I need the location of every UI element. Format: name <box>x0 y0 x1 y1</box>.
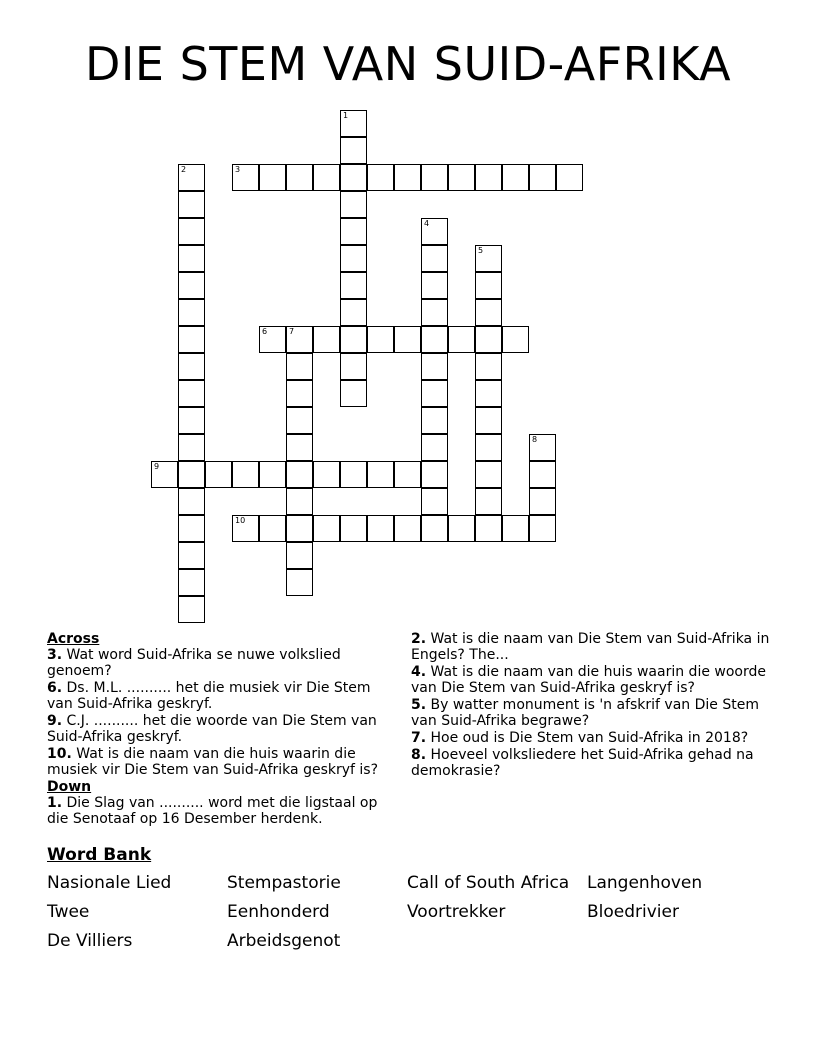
clue-number: 2. <box>411 631 427 647</box>
crossword-cell[interactable] <box>340 380 367 407</box>
crossword-cell[interactable] <box>313 515 340 542</box>
crossword-cell-number: 7 <box>289 327 295 336</box>
crossword-cell[interactable] <box>286 515 313 542</box>
crossword-cell[interactable] <box>259 326 286 353</box>
crossword-cell[interactable] <box>529 164 556 191</box>
crossword-cell[interactable] <box>178 353 205 380</box>
crossword-cell[interactable] <box>475 299 502 326</box>
crossword-cell[interactable] <box>502 326 529 353</box>
crossword-cell[interactable] <box>421 218 448 245</box>
crossword-cell[interactable] <box>340 353 367 380</box>
crossword-cell[interactable] <box>475 326 502 353</box>
crossword-cell[interactable] <box>529 434 556 461</box>
crossword-cell[interactable] <box>421 245 448 272</box>
clues-right-column <box>411 631 776 780</box>
clue-across-3 <box>47 647 397 679</box>
clue-number: 5. <box>411 697 427 713</box>
word-bank-item: Call of South Africa <box>407 873 570 893</box>
crossword-cell[interactable] <box>475 407 502 434</box>
clue-across-9 <box>47 713 397 745</box>
crossword-cell[interactable] <box>475 245 502 272</box>
word-bank-item: Bloedrivier <box>587 902 679 922</box>
crossword-cell[interactable] <box>340 515 367 542</box>
crossword-cell[interactable] <box>178 488 205 515</box>
crossword-cell-number: 10 <box>235 516 246 525</box>
crossword-cell[interactable] <box>475 461 502 488</box>
crossword-cell[interactable] <box>529 488 556 515</box>
clue-down-4 <box>411 664 776 696</box>
clue-number: 10. <box>47 746 72 762</box>
clue-number: 8. <box>411 747 427 763</box>
word-bank-item: Voortrekker <box>407 902 506 922</box>
clue-text: Hoe oud is Die Stem van Suid-Afrika in 2018? <box>430 730 749 746</box>
clue-text: Die Slag van .......... word met die ligstaal op die Senotaaf op 16 Desember herdenk. <box>47 795 378 827</box>
word-bank-title: Word Bank <box>47 845 152 865</box>
crossword-cell[interactable] <box>178 191 205 218</box>
crossword-cell[interactable] <box>502 515 529 542</box>
clue-down-2 <box>411 631 776 663</box>
crossword-cell[interactable] <box>421 488 448 515</box>
clue-down-7 <box>411 730 776 746</box>
clue-down-1 <box>47 795 397 827</box>
crossword-cell[interactable] <box>286 569 313 596</box>
crossword-cell[interactable] <box>286 542 313 569</box>
clue-down-8 <box>411 747 776 779</box>
crossword-cell-number: 4 <box>424 219 430 228</box>
crossword-cell[interactable] <box>421 407 448 434</box>
crossword-cell[interactable] <box>421 299 448 326</box>
crossword-cell[interactable] <box>286 164 313 191</box>
crossword-cell[interactable] <box>475 488 502 515</box>
crossword-cell[interactable] <box>286 326 313 353</box>
crossword-cell[interactable] <box>421 461 448 488</box>
crossword-cell[interactable] <box>475 353 502 380</box>
clue-number: 4. <box>411 664 427 680</box>
crossword-cell[interactable] <box>178 245 205 272</box>
clue-text: Wat is die naam van die huis waarin die woorde van Die Stem van Suid-Afrika geskryf is? <box>411 664 766 696</box>
crossword-cell[interactable] <box>448 326 475 353</box>
crossword-cell[interactable] <box>448 164 475 191</box>
crossword-cell-number: 9 <box>154 462 160 471</box>
clue-text: Hoeveel volksliedere het Suid-Afrika gehad na demokrasie? <box>411 747 754 779</box>
crossword-cell[interactable] <box>178 272 205 299</box>
crossword-cell-number: 6 <box>262 327 268 336</box>
crossword-cell[interactable] <box>475 272 502 299</box>
crossword-cell[interactable] <box>394 164 421 191</box>
crossword-cell[interactable] <box>421 380 448 407</box>
crossword-cell[interactable] <box>475 515 502 542</box>
crossword-cell[interactable] <box>205 461 232 488</box>
word-bank-item: De Villiers <box>47 931 133 951</box>
crossword-cell[interactable] <box>421 515 448 542</box>
crossword-cell[interactable] <box>475 434 502 461</box>
word-bank-item: Arbeidsgenot <box>227 931 341 951</box>
crossword-cell[interactable] <box>340 245 367 272</box>
crossword-cell[interactable] <box>178 380 205 407</box>
word-bank-item: Stempastorie <box>227 873 341 893</box>
crossword-cell[interactable] <box>421 353 448 380</box>
word-bank-item: Nasionale Lied <box>47 873 172 893</box>
word-bank <box>47 845 767 951</box>
crossword-cell[interactable] <box>286 353 313 380</box>
crossword-cell[interactable] <box>313 326 340 353</box>
crossword-cell[interactable] <box>178 218 205 245</box>
crossword-cell[interactable] <box>421 326 448 353</box>
crossword-cell[interactable] <box>286 461 313 488</box>
crossword-cell[interactable] <box>529 461 556 488</box>
crossword-cell[interactable] <box>475 380 502 407</box>
clue-text: Ds. M.L. .......... het die musiek vir Die Stem van Suid-Afrika geskryf. <box>47 680 371 712</box>
crossword-cell[interactable] <box>394 326 421 353</box>
crossword-cell[interactable] <box>340 137 367 164</box>
crossword-cell[interactable] <box>529 515 556 542</box>
crossword-cell[interactable] <box>340 191 367 218</box>
crossword-cell[interactable] <box>421 164 448 191</box>
crossword-cell[interactable] <box>340 218 367 245</box>
crossword-cell[interactable] <box>178 434 205 461</box>
crossword-cell[interactable] <box>232 515 259 542</box>
crossword-cell[interactable] <box>421 434 448 461</box>
crossword-cell[interactable] <box>340 164 367 191</box>
crossword-cell[interactable] <box>394 461 421 488</box>
word-bank-item: Twee <box>47 902 90 922</box>
crossword-cell[interactable] <box>151 461 178 488</box>
clue-down-5 <box>411 697 776 729</box>
crossword-cell-number: 8 <box>532 435 538 444</box>
crossword-cell-number: 1 <box>343 111 349 120</box>
crossword-cell[interactable] <box>286 434 313 461</box>
crossword-cell[interactable] <box>502 164 529 191</box>
crossword-cell[interactable] <box>178 596 205 623</box>
crossword-cell[interactable] <box>367 515 394 542</box>
crossword-cell[interactable] <box>556 164 583 191</box>
crossword-cell[interactable] <box>178 164 205 191</box>
clue-across-6 <box>47 680 397 712</box>
crossword-cell[interactable] <box>340 326 367 353</box>
clue-number: 7. <box>411 730 427 746</box>
clue-text: By watter monument is 'n afskrif van Die Stem van Suid-Afrika begrawe? <box>411 697 759 729</box>
crossword-cell[interactable] <box>178 515 205 542</box>
clues-left-column <box>47 631 397 828</box>
crossword-cell[interactable] <box>178 299 205 326</box>
crossword-cell[interactable] <box>178 542 205 569</box>
crossword-cell[interactable] <box>286 380 313 407</box>
crossword-cell[interactable] <box>286 488 313 515</box>
crossword-cell-number: 2 <box>181 165 187 174</box>
clue-text: C.J. .......... het die woorde van Die Stem van Suid-Afrika geskryf. <box>47 713 377 745</box>
word-bank-item: Eenhonderd <box>227 902 330 922</box>
clue-text: Wat word Suid-Afrika se nuwe volkslied genoem? <box>47 647 341 679</box>
clue-number: 9. <box>47 713 63 729</box>
crossword-cell[interactable] <box>367 164 394 191</box>
crossword-cell[interactable] <box>232 164 259 191</box>
clue-number: 3. <box>47 647 63 663</box>
crossword-cell[interactable] <box>367 461 394 488</box>
clue-number: 6. <box>47 680 63 696</box>
crossword-cell-number: 3 <box>235 165 241 174</box>
down-heading: Down <box>47 779 92 795</box>
crossword-cell[interactable] <box>313 461 340 488</box>
clue-number: 1. <box>47 795 63 811</box>
across-heading: Across <box>47 631 100 647</box>
crossword-cell[interactable] <box>178 461 205 488</box>
crossword-cell[interactable] <box>259 515 286 542</box>
crossword-cell[interactable] <box>448 515 475 542</box>
crossword-cell[interactable] <box>286 407 313 434</box>
crossword-cell[interactable] <box>475 164 502 191</box>
crossword-cell[interactable] <box>178 569 205 596</box>
clue-text: Wat is die naam van die huis waarin die musiek vir Die Stem van Suid-Afrika geskryf is? <box>47 746 379 778</box>
word-bank-list <box>47 873 767 951</box>
crossword-cell[interactable] <box>340 461 367 488</box>
crossword-cell[interactable] <box>421 272 448 299</box>
crossword-cell[interactable] <box>394 515 421 542</box>
crossword-cell[interactable] <box>340 272 367 299</box>
crossword-cell[interactable] <box>178 407 205 434</box>
crossword-cell[interactable] <box>178 326 205 353</box>
page-title: DIE STEM VAN SUID-AFRIKA <box>84 37 732 91</box>
crossword-cell[interactable] <box>340 299 367 326</box>
crossword-cell[interactable] <box>367 326 394 353</box>
crossword-cell[interactable] <box>232 461 259 488</box>
word-bank-item: Langenhoven <box>587 873 703 893</box>
clue-text: Wat is die naam van Die Stem van Suid-Afrika in Engels? The... <box>411 631 770 663</box>
clue-across-10 <box>47 746 397 778</box>
crossword-cell[interactable] <box>259 164 286 191</box>
crossword-cell[interactable] <box>340 110 367 137</box>
crossword-cell-number: 5 <box>478 246 484 255</box>
crossword-cell[interactable] <box>259 461 286 488</box>
crossword-cell[interactable] <box>313 164 340 191</box>
